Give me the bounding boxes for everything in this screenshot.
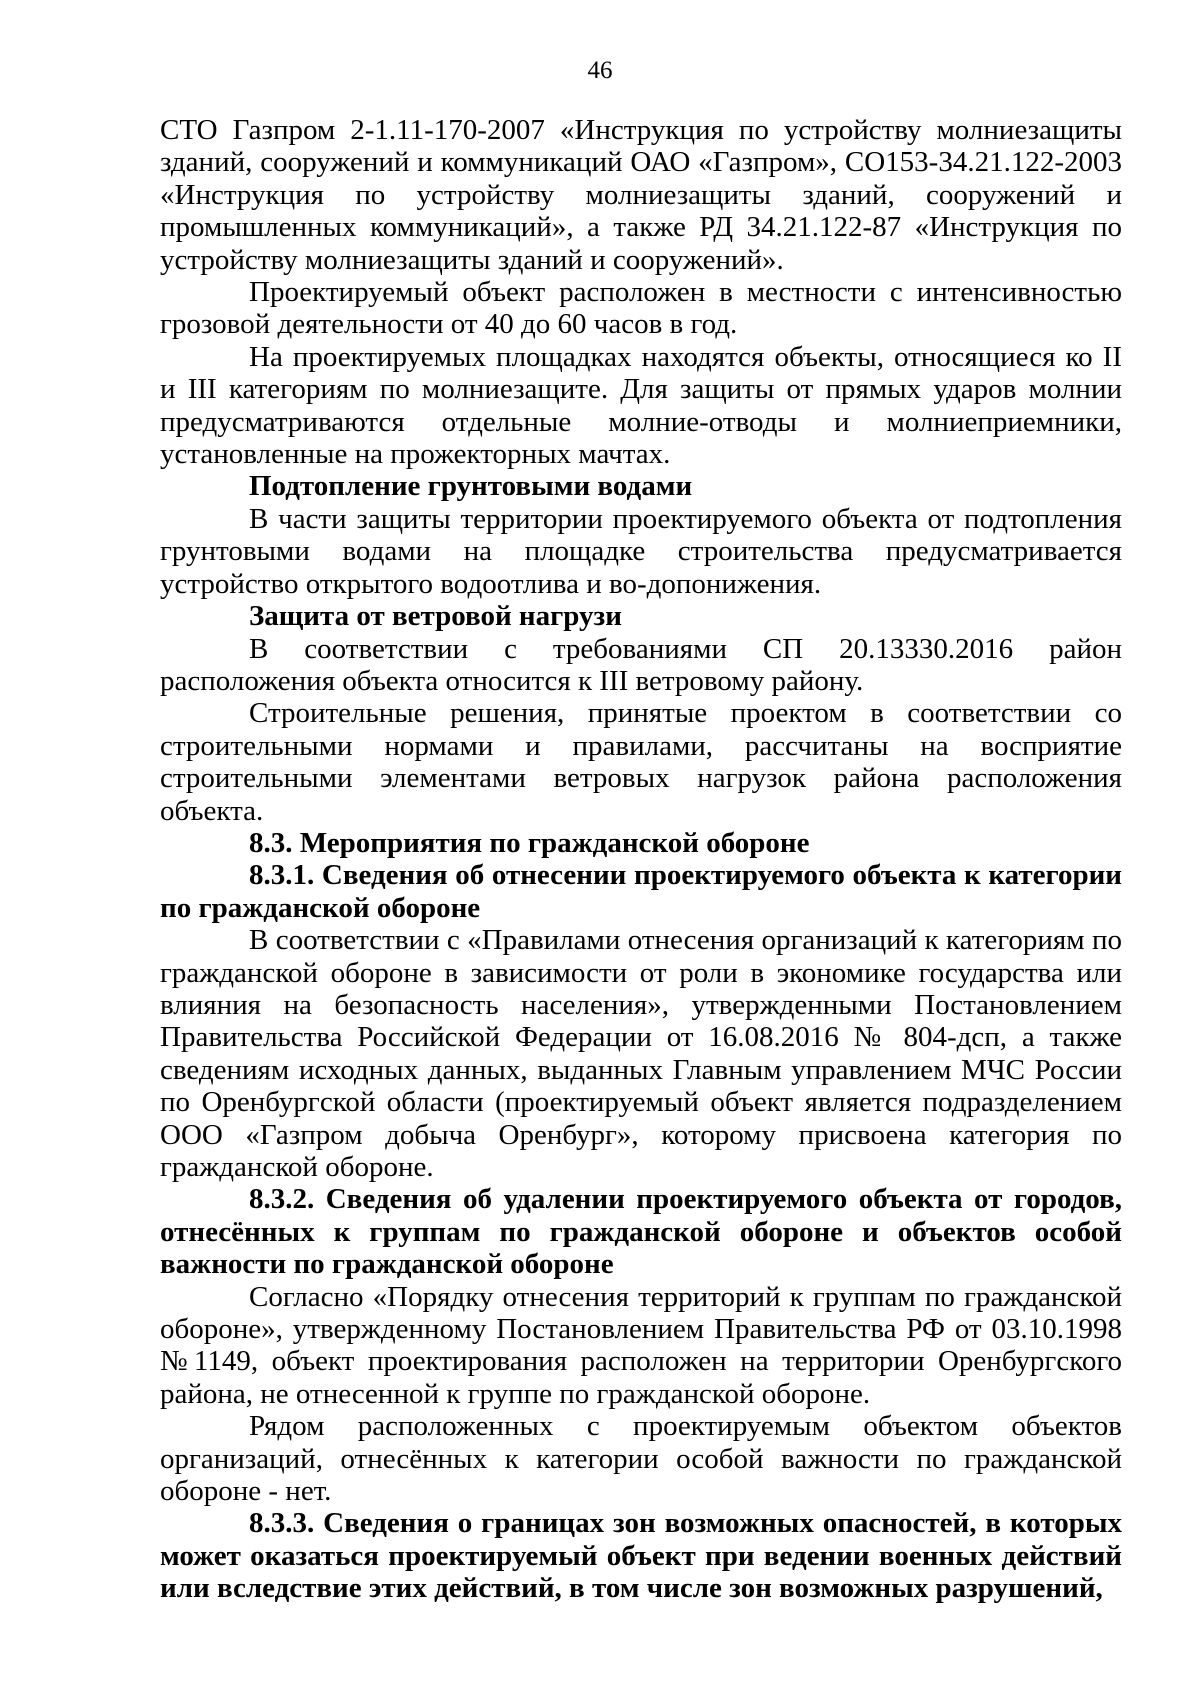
paragraph-territory-groups: Согласно «Порядку отнесения территорий к группам по гражданской обороне», утвержденному Постановлением Правительства РФ от 03.10.1998 №1149, объект проектирования расположен на территории Оренбургского района, не отнесенной к группе по гражданской обороне. bbox=[160, 1280, 1122, 1410]
heading-section-8-3-3: 8.3.3. Сведения о границах зон возможных опасностей, в которых может оказаться проектируемый объект при ведении военных действий или вследствие этих действий, в том числе зон возможных разрушений, bbox=[160, 1507, 1122, 1605]
paragraph-groundwater-protection: В части защиты территории проектируемого объекта от подтопления грунтовыми водами на площадке строительства предусматривается устройство открытого водоотлива и во-допонижения. bbox=[160, 502, 1122, 600]
heading-section-8-3-1: 8.3.1. Сведения об отнесении проектируемого объекта к категории по гражданской обороне bbox=[160, 859, 1122, 924]
paragraph-lightning-standards: СТО Газпром 2-1.11-170-2007 «Инструкция по устройству молниезащиты зданий, сооружений и коммуникаций ОАО «Газпром», СО153-34.21.122-2003 «Инструкция по устройству молниезащиты зданий, сооружений и промышленных коммуникаций», а также РД 34.21.122-87 «Инструкция по устройству молниезащиты зданий и сооружений». bbox=[160, 114, 1122, 276]
paragraph-lightning-categories: На проектируемых площадках находятся объекты, относящиеся ко II и III категориям по молниезащите. Для защиты от прямых ударов молнии предусматриваются отдельные молние-отводы и молниеприемники, установленные на прожекторных мачтах. bbox=[160, 340, 1122, 471]
heading-wind-load: Защита от ветровой нагрузи bbox=[249, 600, 622, 633]
document-body bbox=[160, 114, 1122, 1605]
paragraph-nearby-objects: Рядом расположенных с проектируемым объектом объектов организаций, отнесённых к категории особой важности по гражданской обороне - нет. bbox=[160, 1410, 1122, 1508]
heading-section-8-3-2: 8.3.2. Сведения об удалении проектируемого объекта от городов, отнесённых к группам по гражданской обороне и объектов особой важности по гражданской обороне bbox=[160, 1183, 1122, 1281]
paragraph-wind-region: В соответствии с требованиями СП 20.13330.2016 район расположения объекта относится к III ветровому району. bbox=[160, 632, 1122, 697]
paragraph-thunderstorm-intensity: Проектируемый объект расположен в местности с интенсивностью грозовой деятельности от 40 до 60 часов в год. bbox=[160, 276, 1122, 341]
heading-groundwater-flooding: Подтопление грунтовыми водами bbox=[249, 470, 693, 503]
page-number: 46 bbox=[587, 57, 613, 84]
paragraph-building-solutions: Строительные решения, принятые проектом в соответствии со строительными нормами и правилами, рассчитаны на восприятие строительными элементами ветровых нагрузок района расположения объекта. bbox=[160, 697, 1122, 827]
paragraph-civil-defense-category: В соответствии с «Правилами отнесения организаций к категориям по гражданской обороне в зависимости от роли в экономике государства или влияния на безопасность населения», утвержденными Постановлением Правительства Российской Федерации от 16.08.2016 № 804-дсп, а также сведениям исходных данных, выданных Главным управлением МЧС России по Оренбургской области (проектируемый объект является подразделением ООО «Газпром добыча Оренбург», которому присвоена категория по гражданской обороне. bbox=[160, 924, 1122, 1183]
heading-section-8-3: 8.3. Мероприятия по гражданской обороне bbox=[249, 826, 810, 859]
